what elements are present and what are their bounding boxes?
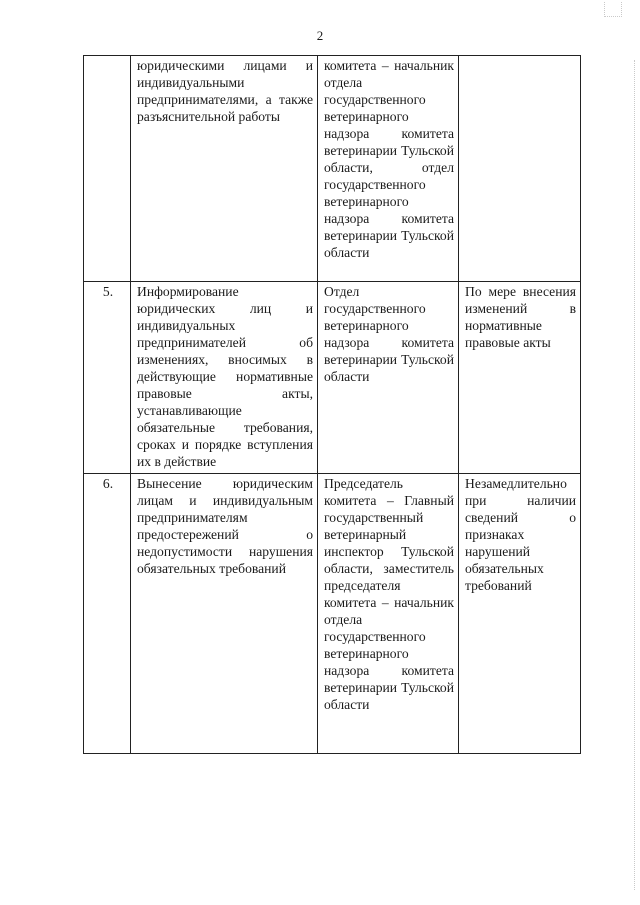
table-row bbox=[84, 56, 581, 282]
responsible-cell: комитета – начальник отдела государственного ветеринарного надзора комитета ветеринарии Тульской области, отдел государственного ветеринарного надзора комитета ветеринарии Тульской области bbox=[318, 56, 459, 282]
row-number bbox=[84, 56, 131, 282]
action-cell: Информирование юридических лиц и индивидуальных предпринимателей об изменениях, вносимых в действующие нормативные правовые акты, устанавливающие обязательные требования, сроках и порядке вступления их в действие bbox=[131, 282, 318, 474]
term-cell: Незамедлительно при наличии сведений о признаках нарушений обязательных требований bbox=[459, 474, 581, 754]
scan-artifact bbox=[604, 2, 622, 17]
scan-edge-artifact bbox=[634, 60, 636, 890]
action-cell: юридическими лицами и индивидуальными предпринимателями, а также разъяснительной работы bbox=[131, 56, 318, 282]
page-number: 2 bbox=[316, 28, 324, 43]
row-number: 6. bbox=[84, 474, 131, 754]
responsible-cell: Отдел государственного ветеринарного надзора комитета ветеринарии Тульской области bbox=[318, 282, 459, 474]
term-cell: По мере внесения изменений в нормативные правовые акты bbox=[459, 282, 581, 474]
term-cell bbox=[459, 56, 581, 282]
table-row bbox=[84, 474, 581, 754]
table-row bbox=[84, 282, 581, 474]
measures-table bbox=[83, 55, 581, 754]
responsible-cell: Председатель комитета – Главный государственный ветеринарный инспектор Тульской области, заместитель председателя комитета – начальник отдела государственного ветеринарного надзора комитета ветеринарии Тульской области bbox=[318, 474, 459, 754]
row-number: 5. bbox=[84, 282, 131, 474]
action-cell: Вынесение юридическим лицам и индивидуальным предпринимателям предостережений о недопустимости нарушения обязательных требований bbox=[131, 474, 318, 754]
